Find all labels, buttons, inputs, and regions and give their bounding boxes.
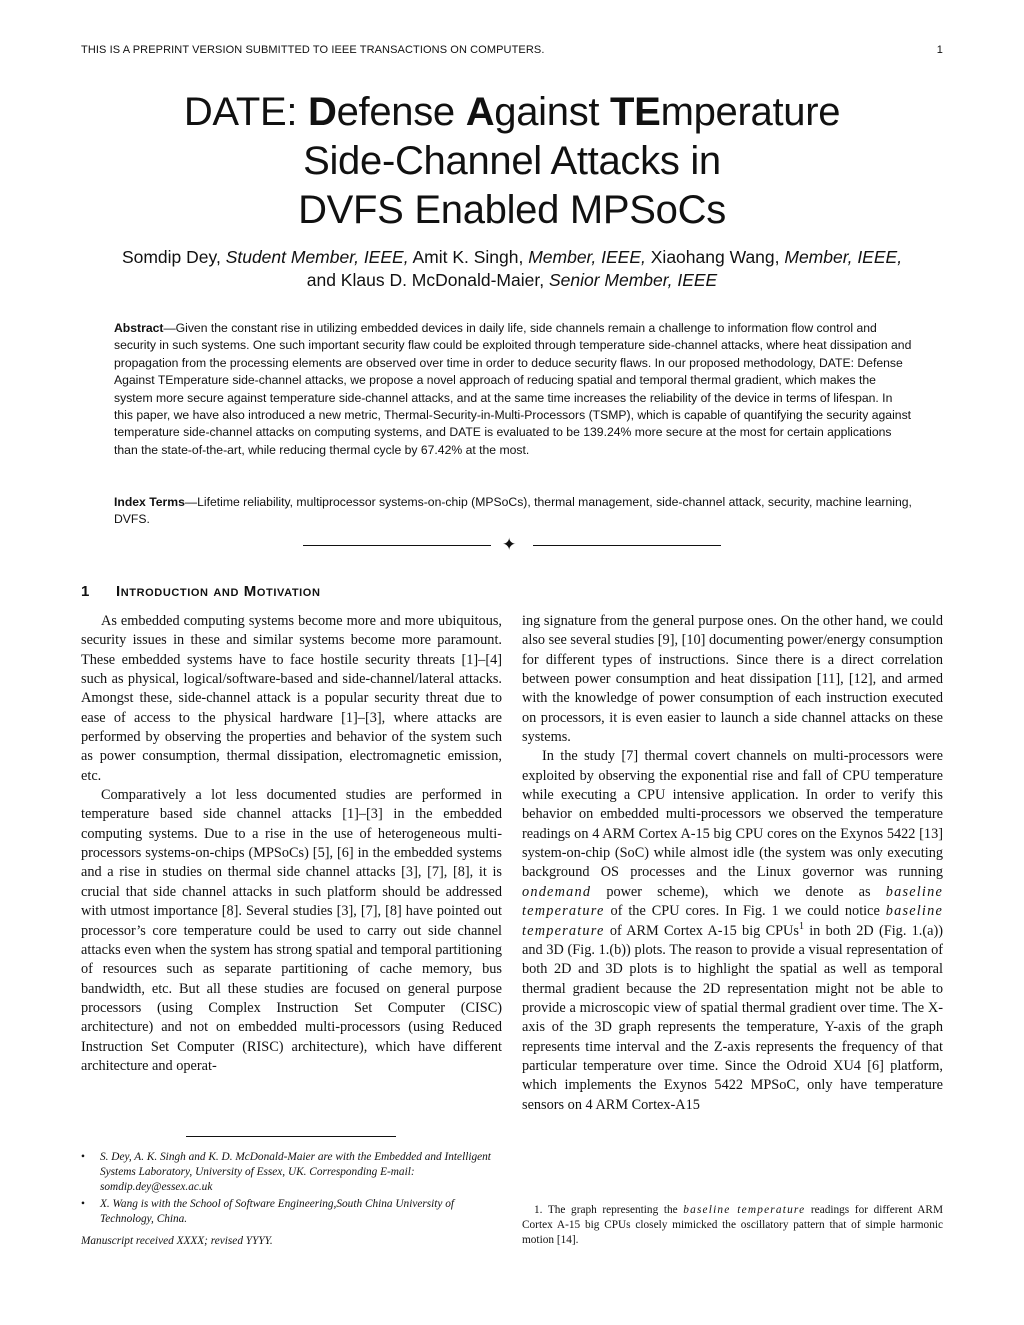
index-terms [114, 494, 914, 529]
section-divider [303, 536, 721, 556]
abstract-text: —Given the constant rise in utilizing embedded devices in daily life, side channels remain a challenge to information flow control and security in such systems. One such important security flaw could be exploited through temperature side-channel attacks, where heat dissipation and propagation from the processing elements are observed over time in order to deduce security flaws. In our proposed methodology, DATE: Defense Against TEmperature side-channel attacks, we propose a novel approach of reducing spatial and temporal thermal gradient, which makes the system more secure against temperature side-channel attacks, and at the same time increases the reliability of the device in terms of lifespan. In this paper, we have also introduced a new metric, Thermal-Security-in-Multi-Processors (TSMP), which is capable of quantifying the security against temperature side-channel attacks on computing systems, and DATE is evaluated to be 139.24% more secure at the most for certain applications than the state-of-the-art, while reducing thermal cycle by 67.42% at the most. [114, 321, 912, 457]
right-column [522, 612, 943, 1115]
abstract [114, 320, 914, 459]
footnote-marker[interactable]: 1 [798, 920, 804, 932]
bullet-icon: • [81, 1151, 85, 1163]
paragraph: In the study [7] thermal covert channels on multi-processors were exploited by observing the exponential rise and fall of CPU temperature while executing a CPU intensive application. In order to verify this behavior on embedded multi-processors we observed the temperature readings on 4 ARM Cortex A-15 big CPU cores on the Exynos 5422 [13] system-on-chip (SoC) while almost idle (the system was only executing background OS processes and the Linux governor was running ondemand power scheme), which we denote as baseline temperature of the CPU cores. In Fig. 1 we could notice baseline temperature of ARM Cortex A-15 big CPUs$^1$ in both 2D (Fig. 1.(a)) and 3D (Fig. 1.(b)) plots. The reason to provide a visual representation of both 2D and 3D plots is to highlight the spatial as well as temporal thermal gradient because the 2D representation might not be able to provide a microscopic view of spatial thermal gradient over time. The X-axis of the 3D graph represents the temperature, Y-axis of the graph represents time interval and the Z-axis represents the frequency of that particular temperature over time. Since the Odroid XU4 [6] platform, which implements the Exynos 5422 MPSoC, only have temperature sensors on 4 ARM Cortex-A15 [522, 748, 944, 1113]
index-terms-label: Index Terms [114, 495, 185, 509]
divider-line-left [303, 545, 491, 546]
divider-star-icon: ✦ [502, 535, 517, 554]
math-baseline-temperature: baseline temperature [683, 1204, 806, 1216]
manuscript-note: Manuscript received XXXX; revised YYYY. [81, 1235, 273, 1247]
footnote: 1. The graph representing the baseline temperature readings for different ARM Cortex A-15 big CPUs closely mimicked the oscillatory pattern that of simple harmonic motion [14]. [522, 1204, 943, 1247]
paragraph: ing signature from the general purpose ones. On the other hand, we could also see several studies [9], [10] documenting power/energy consumption for different types of instructions. Since there is a direct correlation between power consumption and heat dissipation [11], [12], and armed with the knowledge of power consumption of each instruction executed on processors, it is even easier to launch a side channel attacks on these systems. [522, 613, 943, 746]
affiliation-item: • S. Dey, A. K. Singh and K. D. McDonald-Maier are with the Embedded and Intelligent Systems Laboratory, University of Essex, UK. Corresponding E-mail: somdip.dey@essex.ac.uk [81, 1151, 491, 1193]
section-title: Introduction and Motivation [115, 583, 321, 600]
left-column [81, 612, 502, 1076]
math-baseline-temperature: baseline temperature [522, 903, 943, 939]
running-head-text: THIS IS A PREPRINT VERSION SUBMITTED TO IEEE TRANSACTIONS ON COMPUTERS. [81, 44, 545, 56]
abstract-label: Abstract [114, 321, 164, 335]
section-heading [81, 583, 321, 600]
title-line-2: Side-Channel Attacks in [303, 139, 721, 183]
index-terms-text: —Lifetime reliability, multiprocessor systems-on-chip (MPSoCs), thermal management, side-channel attack, security, machine learning, DVFS. [114, 495, 912, 527]
bullet-icon: • [81, 1198, 85, 1210]
math-ondemand: ondemand [522, 883, 592, 900]
math-baseline-temperature: baseline temperature [522, 883, 943, 920]
paragraph: Comparatively a lot less documented studies are performed in temperature based side channel attacks [1]–[3] in the embedded computing systems. Due to a rise in the use of heterogeneous multi-processors systems-on-chips (MPSoCs) [5], [6] in the embedded systems and a rise in studies on thermal side channel attacks [3], [7], [8], it is crucial that side channel attacks in such platform should be addressed with utmost importance [8]. Several studies [3], [7], [8] have pointed out processor’s core temperature could be used to carry out side channel attacks even when the system has strong spatial and temporal partitioning of resources such as separate partitioning of cache memory, bus bandwidth, etc. But all these studies are focused on general purpose processors (using Complex Instruction Set Computer (CISC) architecture) and not on embedded multi-processors (using Reduced Instruction Set Computer (RISC) architecture), which have different architecture and operat- [81, 787, 502, 1074]
divider-line-right [533, 545, 721, 546]
title-line-1: DATE: Defense Against TEmperature [183, 90, 841, 134]
author-list: Somdip Dey, Student Member, IEEE, Amit K. Singh, Member, IEEE, Xiaohang Wang, Member, IEEE, and Klaus D. McDonald-Maier, Senior Member, IEEE [121, 247, 903, 290]
section-number: 1 [81, 583, 90, 600]
affiliation-notes [81, 1150, 502, 1229]
paragraph: As embedded computing systems become more and more ubiquitous, security issues in these and similar systems become more paramount. These embedded systems have to face hostile security threats [1]–[4] such as physical, logical/software-based and side-channel/lateral attacks. Amongst these, side-channel attack is a popular security threat due to ease of access to the physical hardware [1]–[3], where attacks are performed by observing the properties and behavior of the system such as power consumption, thermal dissipation, electromagnetic emission, etc. [81, 613, 502, 784]
footnote-rule [186, 1136, 396, 1137]
paper-title [0, 88, 1024, 235]
affiliation-item: • X. Wang is with the School of Software Engineering,South China University of Technology, China. [81, 1198, 455, 1225]
page-number: 1 [936, 44, 943, 56]
title-line-3: DVFS Enabled MPSoCs [298, 188, 726, 232]
running-head [81, 44, 943, 60]
